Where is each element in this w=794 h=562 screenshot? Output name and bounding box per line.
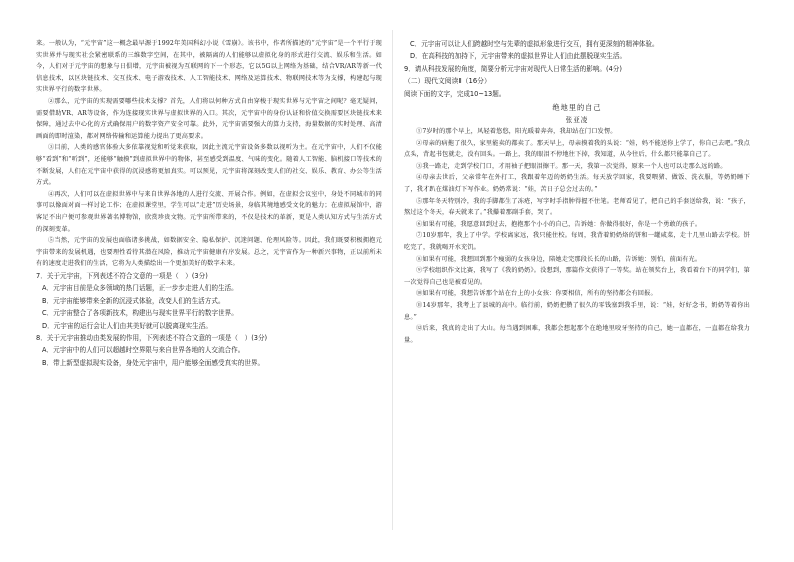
story-paragraph-11: ⑪14岁那年，我考上了县城的高中。临行前，奶奶把攒了很久的零钱塞到我手里，说：“娃，好好念书，奶奶等着你出息。” xyxy=(404,301,750,321)
story-paragraph-1: ①7岁时的那个早上，风轻着悠悠，阳光暖着奔奔，我却站在门口发愣。 xyxy=(416,128,617,136)
story-paragraph-7: ⑦10岁那年，我上了中学。学校离家远，我只能住校。每周，我背着奶奶烙的饼和一罐咸菜，走十几里山路去学校。饼吃完了，我就喝开水充饥。 xyxy=(404,232,750,251)
question-8-option-b: B．带上新型虚拟现实设备，身处元宇宙中，用户能够全面感受真实的世界。 xyxy=(42,358,265,367)
passage-paragraph-3: ③目前，人类的感官体验大多依靠视觉和听觉来获取，因此主流元宇宙设备多数以视听为主。在元宇宙中，人们不仅能够“看到”和“听到”，还能够“触摸”到虚拟世界中的物体，甚至感受到温度、气味的变化。随着人工智能、脑机接口等技术的不断发展，人们在元宇宙中获得的沉浸感将更加真实。可以预见，元宇宙将深刻改变人们的社交、娱乐、教育、办公等生活方式。 xyxy=(36,144,382,187)
left-column xyxy=(36,38,382,369)
passage-paragraph-5: ⑤当然，元宇宙的发展也面临诸多挑战，如数据安全、隐私保护、沉迷问题、伦理风险等。因此，我们既要积极拥抱元宇宙带来的发展机遇，也要理性看待其潜在风险，推动元宇宙健康有序发展。总之，元宇宙作为一种新兴事物，正以前所未有的速度走进我们的生活，它将为人类描绘出一个更加美好的数字未来。 xyxy=(36,237,382,268)
question-7-option-d: D．元宇宙的运行会让人们由其美好就可以脱离现实生活。 xyxy=(42,321,212,330)
passage-paragraph-2: ②那么，元宇宙的实现需要哪些技术支撑？首先，人们将以何种方式自由穿梭于现实世界与元宇宙之间呢？毫无疑问，需要借助VR、AR等设备，作为连接现实世界与虚拟世界的入口。其次，元宇宙中的身份认证和价值交换需要区块链技术来保障，通过去中心化的方式确保用户的数字资产安全可靠。此外，元宇宙需要强大的算力支持，海量数据的实时处理、高清画面的即时渲染，都对网络传输和运算能力提出了更高要求。 xyxy=(36,97,382,140)
section-heading: （二）现代文阅读Ⅱ（16分） xyxy=(404,77,491,86)
story-paragraph-10: ⑩如果有可能，我想告诉那个站在台上的小女孩：你要相信，所有的坚持都会有回报。 xyxy=(416,290,657,298)
question-8-option-d: D．在高科技的加持下，元宇宙带来的虚拟世界让人们由此摆脱现实生活。 xyxy=(410,52,627,61)
reading-instruction: 阅读下面的文字，完成10~13题。 xyxy=(404,89,506,98)
question-9-stem: 9．请从科技发展的角度，简要分析元宇宙对现代人日常生活的影响。(4分) xyxy=(404,64,622,73)
story-paragraph-8: ⑧如果有可能，我想回到那个瘦弱的女孩身边，陪她走完那段长长的山路，告诉她：别怕，前面有光。 xyxy=(416,255,702,263)
question-8-option-c: C．元宇宙可以让人们跨越时空与先辈的虚拟形象进行交互，拥有更深刻的精神体验。 xyxy=(410,40,659,48)
question-7-option-c: C．元宇宙整合了各项新技术，构建出与现实世界平行的数字世界。 xyxy=(42,309,238,318)
story-paragraph-4: ④母亲去世后，父亲常年在外打工，我跟着年迈的奶奶生活。每天放学回家，我要喂猪、做饭、洗衣服，等奶奶睡下了，我才趴在煤油灯下写作业。奶奶常说：“娃，苦日子总会过去的。” xyxy=(404,174,750,193)
story-title: 绝地里的自己 xyxy=(552,103,602,113)
question-8-stem: 8．关于元宇宙推动由类发展的作用，下列表述不符合文意的一项是（ ）(3分) xyxy=(36,333,268,342)
story-paragraph-6: ⑥如果有可能，我愿意回到过去，抱抱那个小小的自己，告诉她：你做得很好，你是一个勇敢的孩子。 xyxy=(416,220,702,228)
passage-paragraph-4: ④再次，人们可以在虚拟世界中与来自世界各地的人进行交流、开展合作。例如，在虚拟会议室中，身处不同城市的同事可以像面对面一样讨论工作；在虚拟课堂里，学生可以“走进”历史场景，身临其境地感受文化的魅力；在虚拟展馆中，游客足不出户便可参观世界著名博物馆，欣赏珍贵文物。元宇宙所带来的，不仅是技术的革新，更是人类认知方式与生活方式的深刻变革。 xyxy=(36,190,382,233)
story-author: 张亚凌 xyxy=(565,116,589,125)
story-paragraph-3: ③我一路走，走到学校门口，才用袖子把眼泪擦干。那一天，我第一次觉得，原来一个人也可以走那么远的路。 xyxy=(416,162,727,170)
story-paragraph-9: ⑨学校组织作文比赛，我写了《我的奶奶》。没想到，那篇作文获得了一等奖。站在领奖台上，我看着台下的同学们，第一次觉得自己也是被看见的。 xyxy=(404,267,750,286)
right-column xyxy=(404,38,750,346)
question-7-option-a: A．元宇宙目前是众多领域的热门话题，正一步步走进人们的生活。 xyxy=(42,284,238,293)
story-paragraph-12: ⑫后来，我真的走出了大山。每当遇到困难，我都会想起那个在绝地里咬牙坚持的自己，她一直都在，一直都在给我力量。 xyxy=(404,325,750,344)
story-paragraph-5: ⑤那年冬天特别冷，我的手脚都生了冻疮，写字时手指肿得握不住笔。老师看见了，把自己的手套送给我，说：“孩子，熬过这个冬天，春天就来了。”我攥着那副手套，哭了。 xyxy=(404,197,750,217)
passage-paragraph-1: 来。一般认为，“元宇宙”这一概念最早源于1992年美国科幻小说《雪崩》。该书中，作者所描述的“元宇宙”是一个平行于现实世界并与现实社会紧密联系的三维数字空间，在其中，被隔离的人们能够以虚拟化身的形式进行交流、娱乐和生活。如今，人们对于元宇宙的想象与日俱增，元宇宙被视为互联网的下一个形态，它以5G以上网络为基础，结合VR/AR等新一代信息技术，以区块链技术、交互技术、电子游戏技术、人工智能技术、网络及运算技术、物联网技术等为支撑，构建起与现实世界平行的数字世界。 xyxy=(36,40,382,94)
question-7-stem: 7．关于元宇宙，下列表述不符合文意的一项是（ ）(3分) xyxy=(36,271,208,280)
question-8-option-a: A．元宇宙中的人们可以超越时空界限与来自世界各地的人交流合作。 xyxy=(42,346,245,355)
column-divider xyxy=(392,30,393,530)
question-7-option-b: B．元宇宙能够带来全新的沉浸式体验，改变人们的生活方式。 xyxy=(42,296,225,305)
story-paragraph-2: ②母亲的病拖了很久，家里能卖的都卖了。那天早上，母亲摸着我的头说：“娃，妈不能送你上学了，你自己去吧。”我点点头，背起书包就走，没有回头。一路上，我的眼泪不停地往下掉，我知道，从今往后，什么都只能靠自己了。 xyxy=(404,139,750,159)
